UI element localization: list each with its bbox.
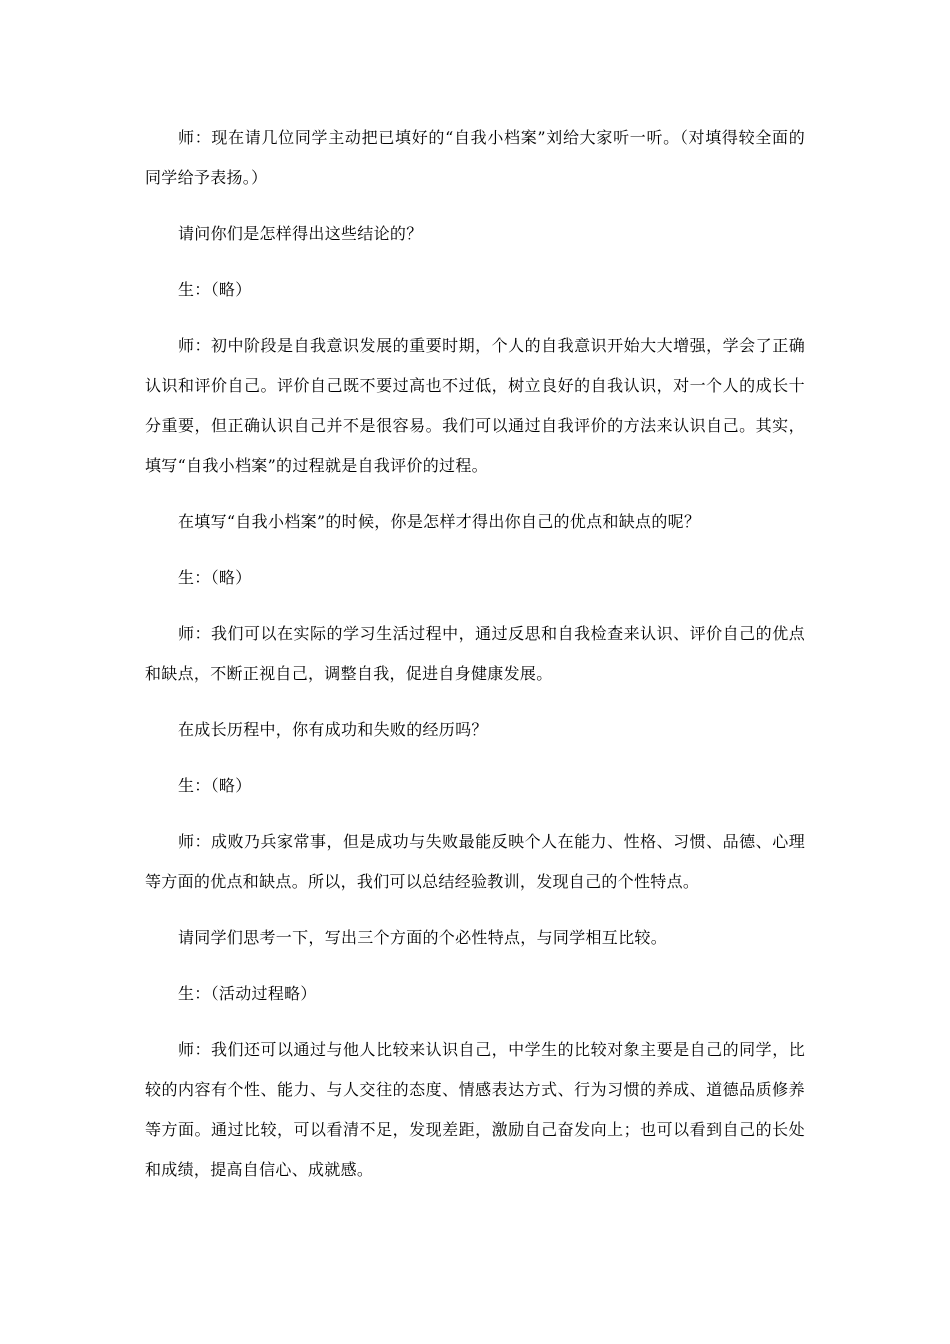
paragraph-teacher-experience: 师：成败乃兵家常事，但是成功与失败最能反映个人在能力、性格、习惯、品德、心理等方面的优点和缺点。所以，我们可以总结经验教训，发现自己的个性特点。 [145,832,805,891]
paragraph-question-conclusions: 请问你们是怎样得出这些结论的？ [178,224,423,243]
document-page [145,118,805,1206]
paragraph-teacher-comparison: 师：我们还可以通过与他人比较来认识自己，中学生的比较对象主要是自己的同学，比较的内容有个性、能力、与人交往的态度、情感表达方式、行为习惯的养成、道德品质修养等方面。通过比较，可以看清不足，发现差距，激励自己奋发向上；也可以看到自己的长处和成绩，提高自信心、成就感。 [145,1040,805,1179]
paragraph-question-strengths-weaknesses: 在填写“自我小档案”的时候，你是怎样才得出你自己的优点和缺点的呢？ [178,512,701,531]
paragraph-teacher-self-awareness: 师：初中阶段是自我意识发展的重要时期，个人的自我意识开始大大增强，学会了正确认识和评价自己。评价自己既不要过高也不过低，树立良好的自我认识，对一个人的成长十分重要，但正确认识自己并不是很容易。我们可以通过自我评价的方法来认识自己。其实，填写“自我小档案”的过程就是自我评价的过程。 [145,336,805,475]
paragraph-teacher-archive-sharing: 师：现在请几位同学主动把已填好的“自我小档案”刘给大家听一听。（对填得较全面的同学给予表扬。） [145,128,805,187]
paragraph-student-reply-2: 生：（略） [178,568,252,587]
paragraph-question-success-failure: 在成长历程中，你有成功和失败的经历吗？ [178,720,488,739]
paragraph-task-personality-traits: 请同学们思考一下，写出三个方面的个必性特点，与同学相互比较。 [178,928,668,947]
paragraph-student-reply-1: 生：（略） [178,280,252,299]
paragraph-student-activity: 生：（活动过程略） [178,984,317,1003]
paragraph-teacher-reflection: 师：我们可以在实际的学习生活过程中，通过反思和自我检查来认识、评价自己的优点和缺点，不断正视自己，调整自我，促进自身健康发展。 [145,624,805,683]
paragraph-student-reply-3: 生：（略） [178,776,252,795]
